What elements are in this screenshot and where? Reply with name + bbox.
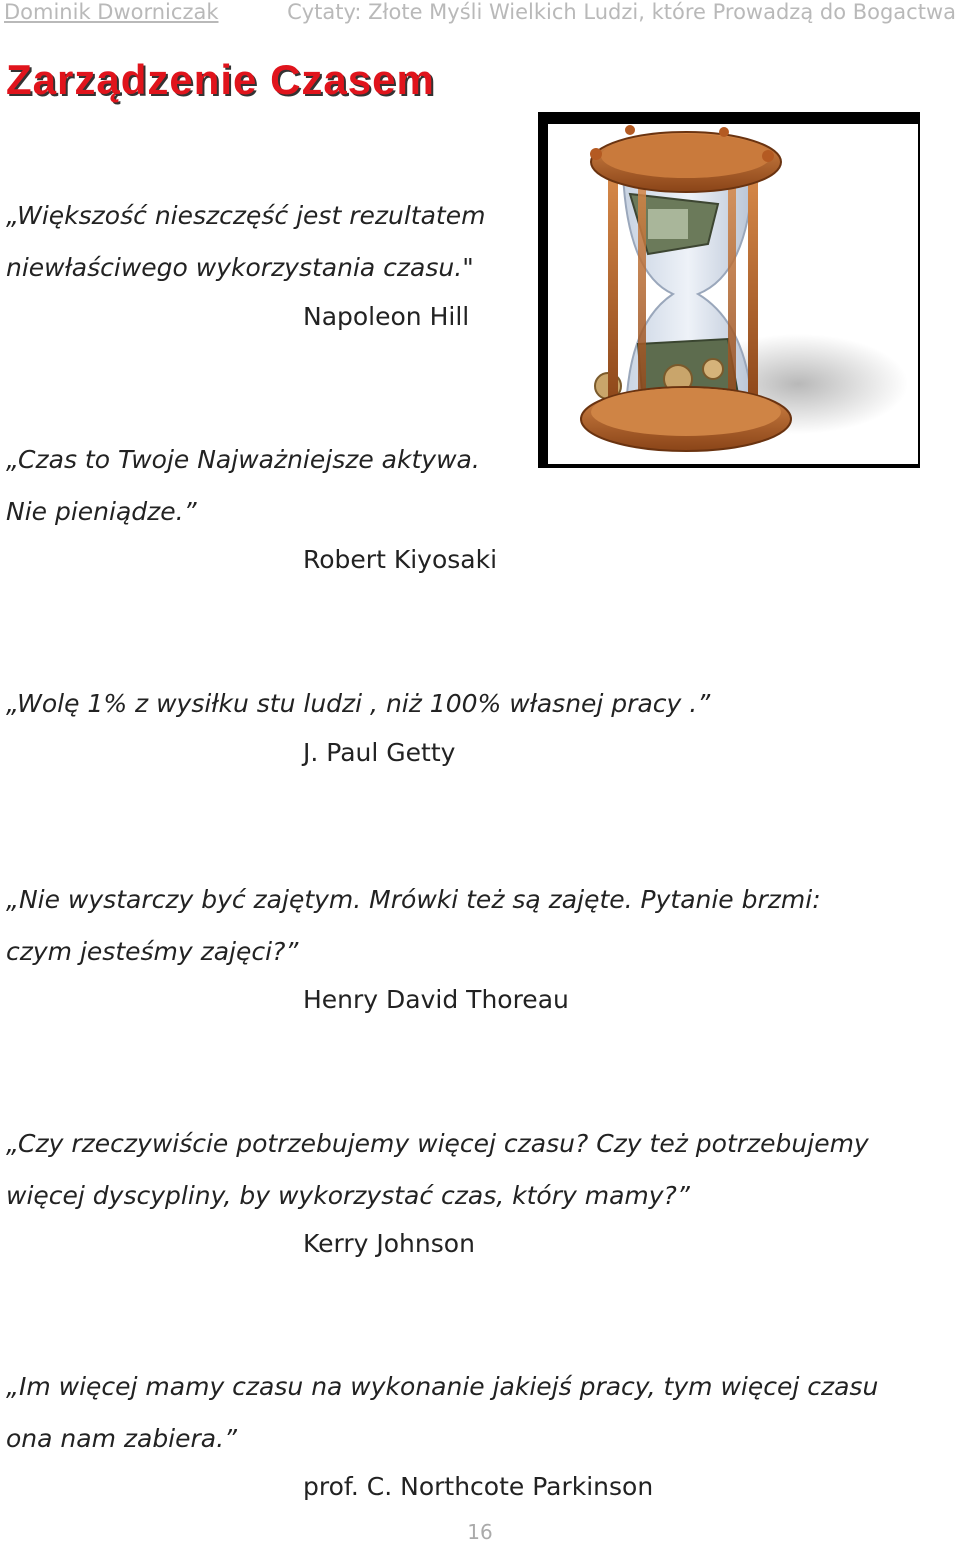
- header-author-link[interactable]: Dominik Dworniczak: [4, 0, 219, 24]
- quote-3-author: J. Paul Getty: [303, 738, 456, 767]
- quote-5-text: [6, 1118, 956, 1222]
- header-book-title: Cytaty: Złote Myśli Wielkich Ludzi, które Prowadzą do Bogactwa: [287, 0, 956, 24]
- quote-line: ona nam zabiera.”: [6, 1424, 238, 1453]
- quote-line: „Nie wystarczy być zajętym. Mrówki też są zajęte. Pytanie brzmi:: [6, 885, 821, 914]
- quote-2-text: [6, 434, 480, 538]
- hourglass-money-icon: [548, 124, 918, 464]
- quote-1-author: Napoleon Hill: [303, 302, 470, 331]
- quote-line: niewłaściwego wykorzystania czasu.": [6, 253, 474, 282]
- chapter-title: Zarządzenie Czasem: [6, 56, 435, 103]
- quote-6-text: [6, 1361, 956, 1465]
- quote-line: „Im więcej mamy czasu na wykonanie jakiejś pracy, tym więcej czasu: [6, 1372, 879, 1401]
- quote-line: „Większość nieszczęść jest rezultatem: [6, 201, 486, 230]
- quote-line: Nie pieniądze.”: [6, 497, 197, 526]
- quote-line: „Wolę 1% z wysiłku stu ludzi , niż 100% własnej pracy .”: [6, 689, 711, 718]
- quote-4-text: [6, 874, 956, 978]
- page-number: 16: [467, 1520, 493, 1544]
- quote-2-author: Robert Kiyosaki: [303, 545, 498, 574]
- quote-4-author: Henry David Thoreau: [303, 985, 569, 1014]
- quote-line: „Czas to Twoje Najważniejsze aktywa.: [6, 445, 480, 474]
- quote-line: „Czy rzeczywiście potrzebujemy więcej czasu? Czy też potrzebujemy: [6, 1129, 869, 1158]
- quote-line: czym jesteśmy zajęci?”: [6, 937, 299, 966]
- quote-1-text: [6, 190, 485, 294]
- quote-line: więcej dyscypliny, by wykorzystać czas, który mamy?”: [6, 1181, 690, 1210]
- quote-5-author: Kerry Johnson: [303, 1229, 475, 1258]
- quote-6-author: prof. C. Northcote Parkinson: [303, 1472, 654, 1501]
- hourglass-illustration: [538, 112, 920, 468]
- quote-3-text: [6, 678, 710, 730]
